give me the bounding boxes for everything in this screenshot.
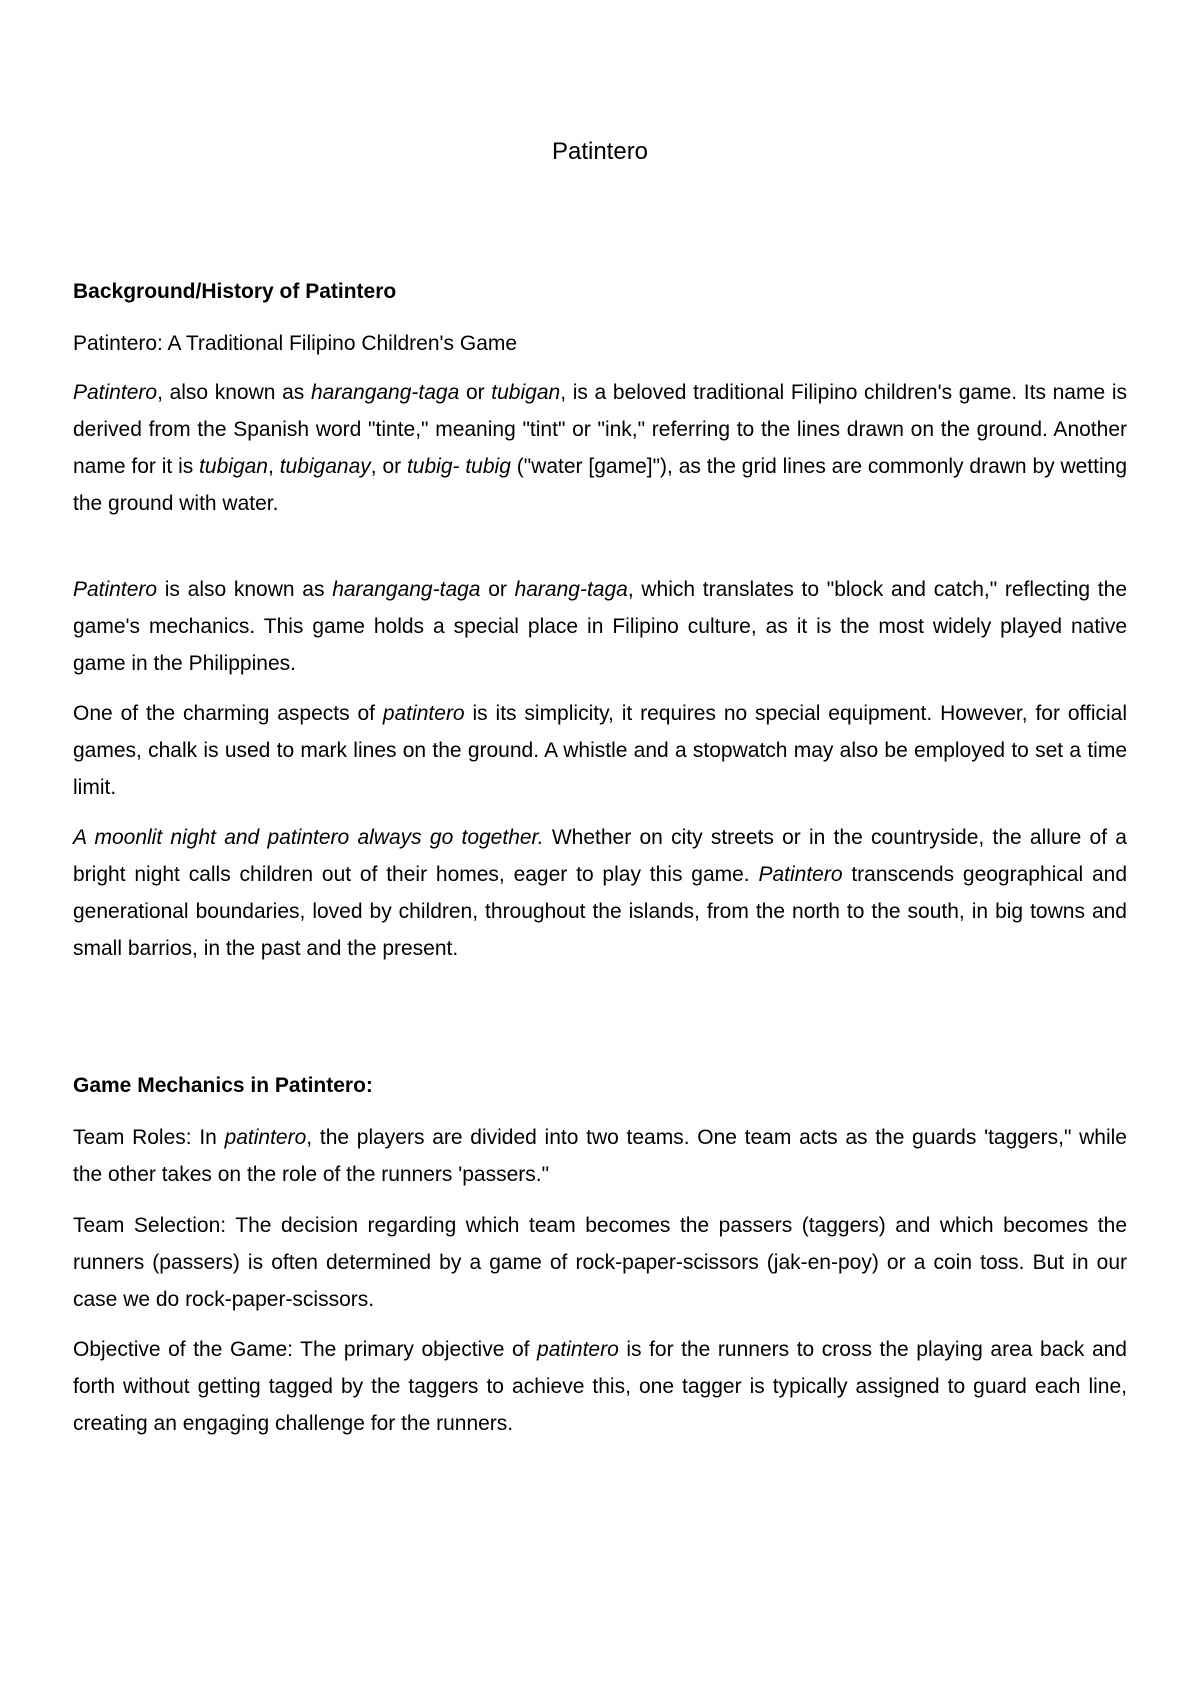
paragraph-background-3: One of the charming aspects of patintero is its simplicity, it requires no special equipment. However, for official games, chalk is used to mark lines on the ground. A whistle and a stopwatch may also be employed to set a time limit. — [73, 702, 1127, 799]
section-heading-background: Background/History of Patintero — [73, 280, 397, 303]
paragraph-background-4: A moonlit night and patintero always go together. Whether on city streets or in the countryside, the allure of a bright night calls children out of their homes, eager to play this game. Patintero transcends geographical and generational boundaries, loved by children, throughout the islands, from the north to the south, in big towns and small barrios, in the past and the present. — [73, 826, 1128, 960]
paragraph-background-2: Patintero is also known as harangang-taga or harang-taga, which translates to "block and catch," reflecting the game's mechanics. This game holds a special place in Filipino culture, as it is the most widely played native game in the Philippines. — [73, 578, 1127, 675]
section-heading-mechanics: Game Mechanics in Patintero: — [73, 1074, 373, 1097]
document-title: Patintero — [551, 138, 649, 165]
section-subtitle: Patintero: A Traditional Filipino Children's Game — [73, 332, 518, 355]
paragraph-mechanics-3: Objective of the Game: The primary objective of patintero is for the runners to cross the playing area back and forth without getting tagged by the taggers to achieve this, one tagger is typically assigned to guard each line, creating an engaging challenge for the runners. — [73, 1338, 1127, 1435]
paragraph-background-1: Patintero, also known as harangang-taga or tubigan, is a beloved traditional Filipino children's game. Its name is derived from the Spanish word "tinte," meaning "tint" or "ink," referring to the lines drawn on the ground. Another name for it is tubigan, tubiganay, or tubig- tubig ("water [game]"), as the grid lines are commonly drawn by wetting the ground with water. — [73, 381, 1128, 515]
paragraph-mechanics-1: Team Roles: In patintero, the players are divided into two teams. One team acts as the guards 'taggers," while the other takes on the role of the runners 'passers." — [73, 1126, 1127, 1186]
paragraph-mechanics-2: Team Selection: The decision regarding which team becomes the passers (taggers) and which becomes the runners (passers) is often determined by a game of rock-paper-scissors (jak-en-poy) or a coin toss. But in our case we do rock-paper-scissors. — [73, 1214, 1127, 1311]
